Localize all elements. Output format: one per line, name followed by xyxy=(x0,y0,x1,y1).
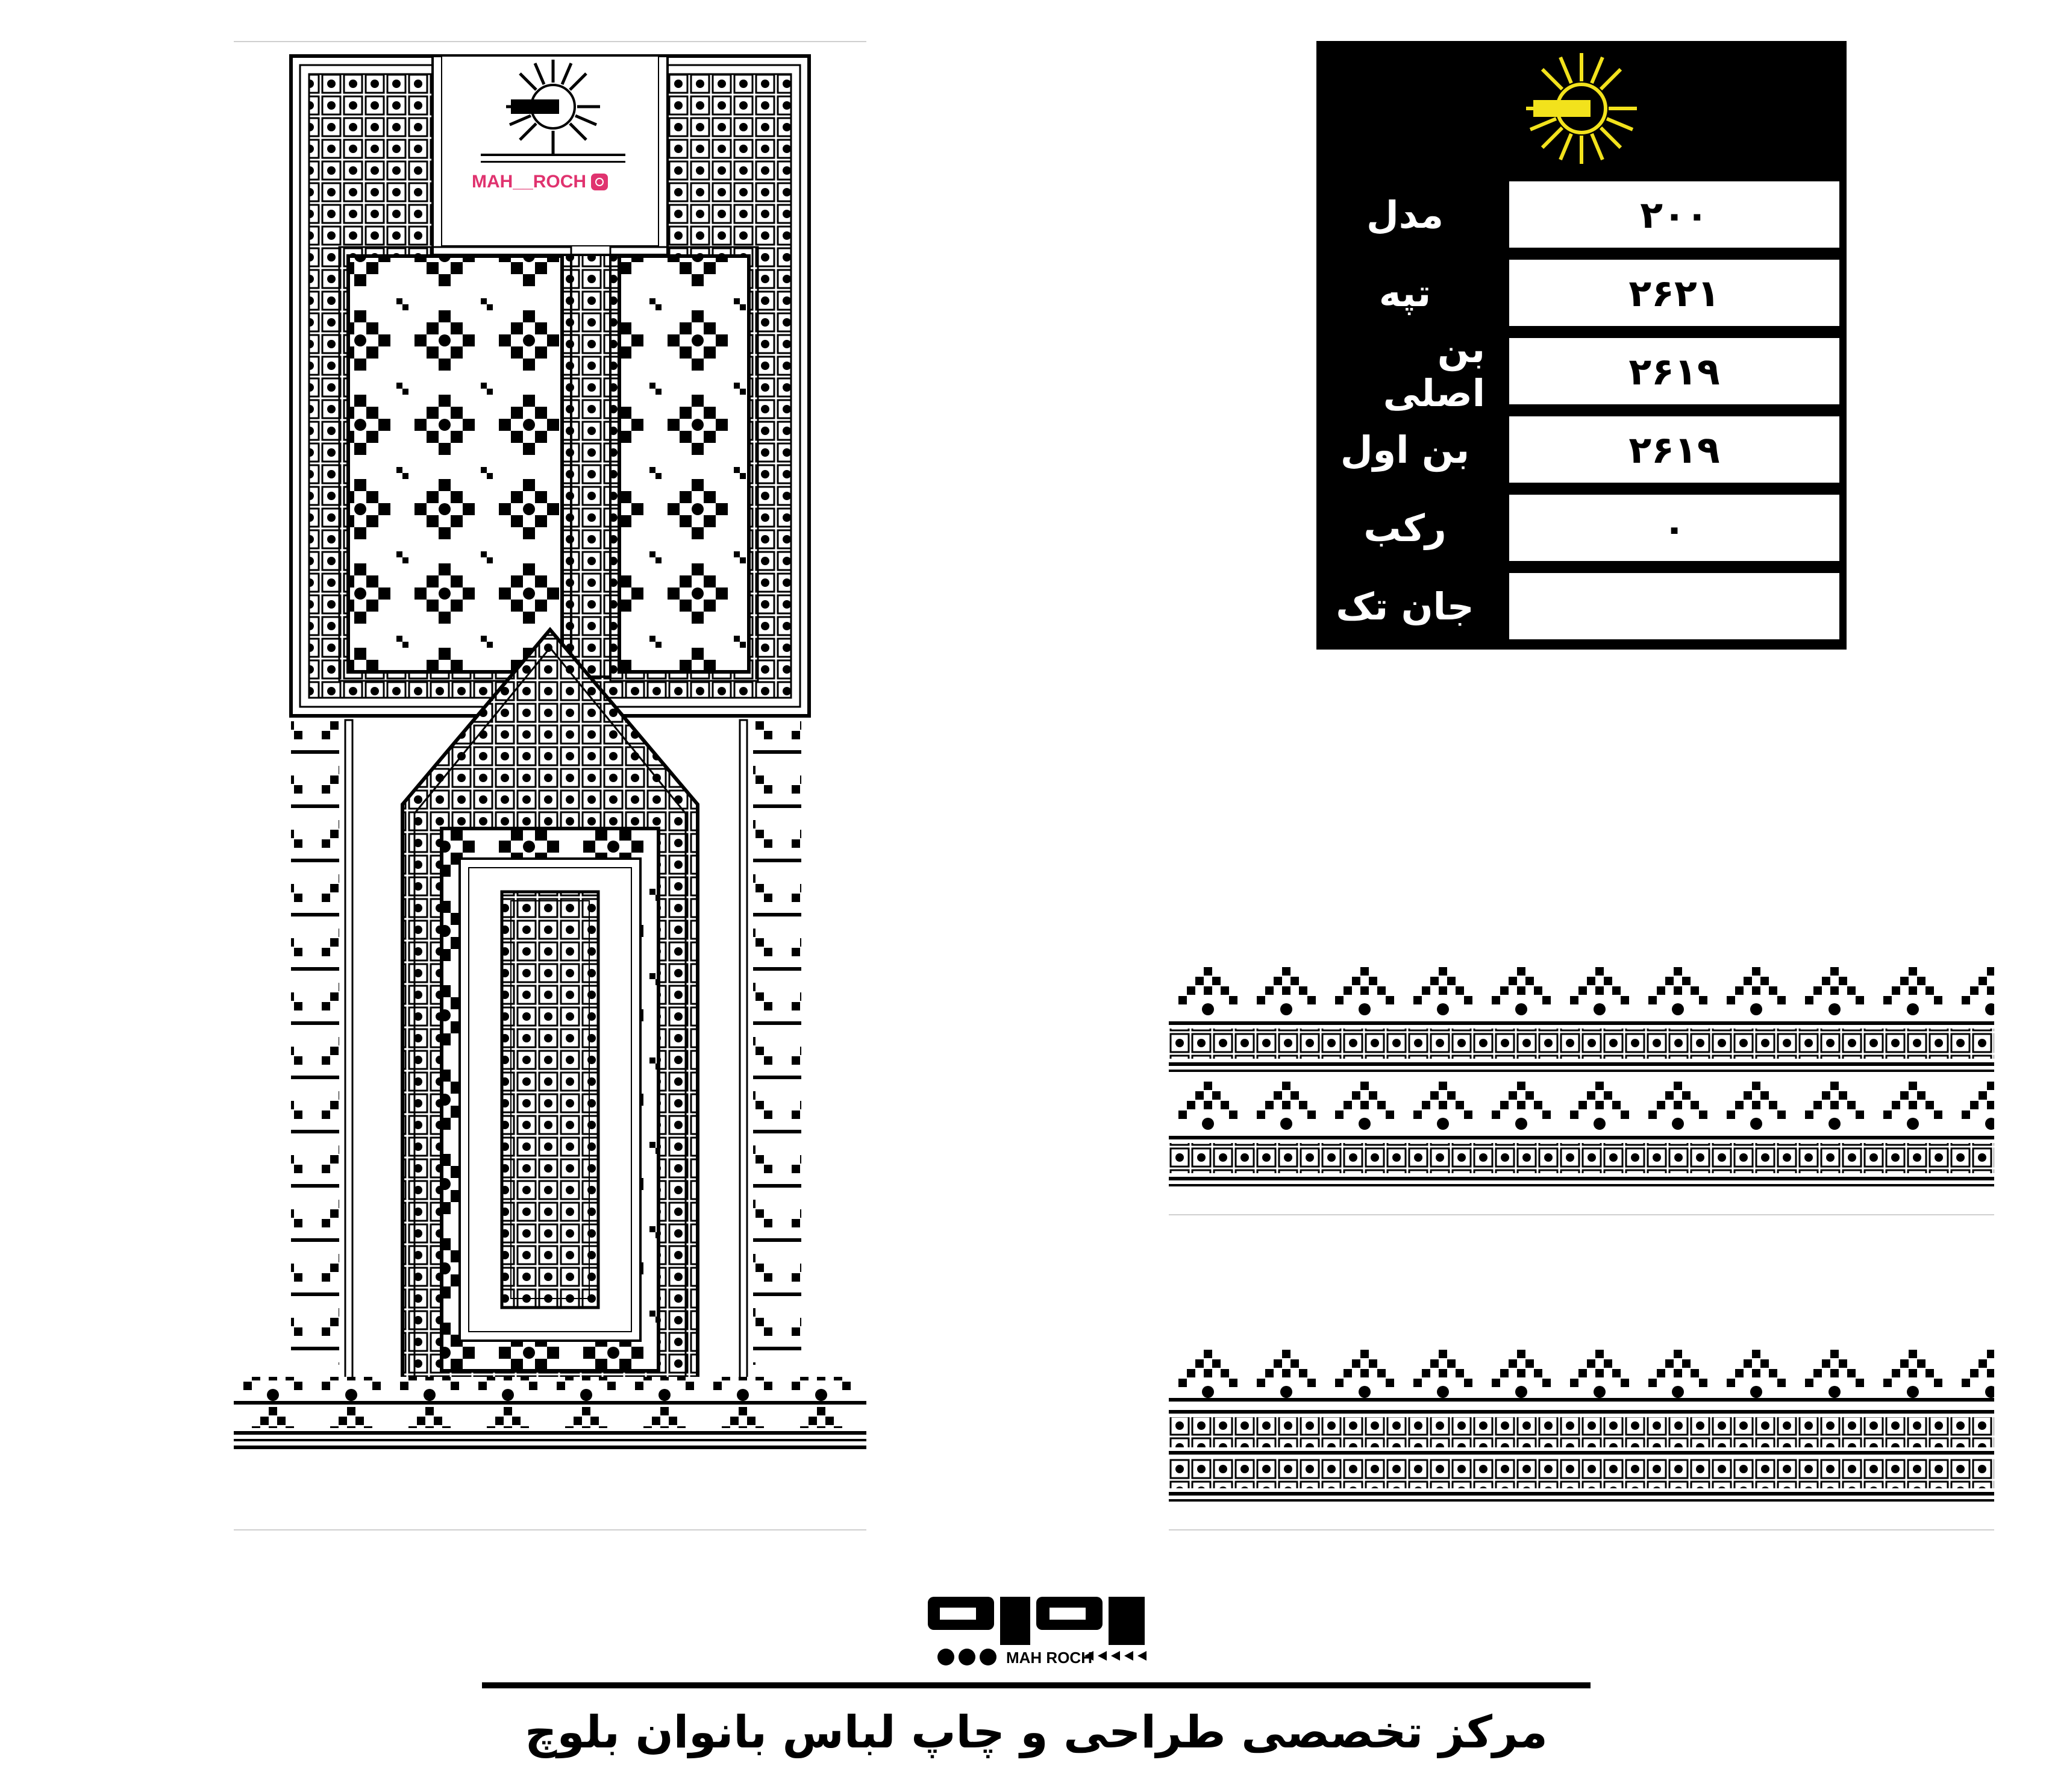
spec-row-model xyxy=(1316,177,1847,250)
brand-logo xyxy=(910,1591,1163,1675)
spec-row-first-base xyxy=(1316,412,1847,485)
spec-value: ۲۰۰ xyxy=(1509,181,1839,248)
sun-logo-icon xyxy=(457,51,649,172)
spec-label: رکب xyxy=(1363,506,1447,550)
spec-table xyxy=(1316,41,1847,650)
spec-value xyxy=(1509,573,1839,639)
spec-row-jan-tak xyxy=(1316,568,1847,642)
spec-row-tepeh xyxy=(1316,255,1847,328)
instagram-icon xyxy=(591,174,608,190)
sun-logo-yellow-icon xyxy=(1316,41,1847,177)
spec-row-main-base xyxy=(1316,327,1847,415)
spec-value: ۲۶۱۹ xyxy=(1509,338,1839,404)
divider-bottom-left xyxy=(234,1529,866,1530)
spec-value: ۰ xyxy=(1509,495,1839,561)
spec-value: ۲۶۱۹ xyxy=(1509,416,1839,483)
instagram-tag xyxy=(472,172,608,192)
spec-row-sleeve xyxy=(1316,490,1847,563)
brand-latin-text: MAH ROCH xyxy=(1006,1649,1092,1667)
spec-label: مدل xyxy=(1366,192,1444,237)
footer-caption: مرکز تخصصی طراحی و چاپ لباس بانوان بلوچ xyxy=(525,1706,1548,1758)
spec-value: ۲۶۲۱ xyxy=(1509,260,1839,326)
spec-label: بن اصلی xyxy=(1383,327,1485,415)
spec-table-header xyxy=(1316,41,1847,177)
border-strip-3 xyxy=(1169,1350,1994,1506)
divider-strip-bottom xyxy=(1169,1529,1994,1530)
dress-embroidery-panel xyxy=(234,51,866,1461)
instagram-tag-text: MAH__ROCH xyxy=(472,172,587,192)
spec-label: جان تک xyxy=(1336,584,1474,628)
divider-strip-middle xyxy=(1169,1214,1994,1215)
footer-rule xyxy=(482,1682,1591,1688)
spec-label: بن اول xyxy=(1340,427,1470,472)
spec-label: تپه xyxy=(1378,271,1431,315)
border-strip-2 xyxy=(1169,1082,1994,1190)
border-strip-1 xyxy=(1169,967,1994,1076)
divider-top-left xyxy=(234,41,866,42)
neck-label xyxy=(457,51,649,196)
dress-pattern-svg xyxy=(234,51,866,1461)
